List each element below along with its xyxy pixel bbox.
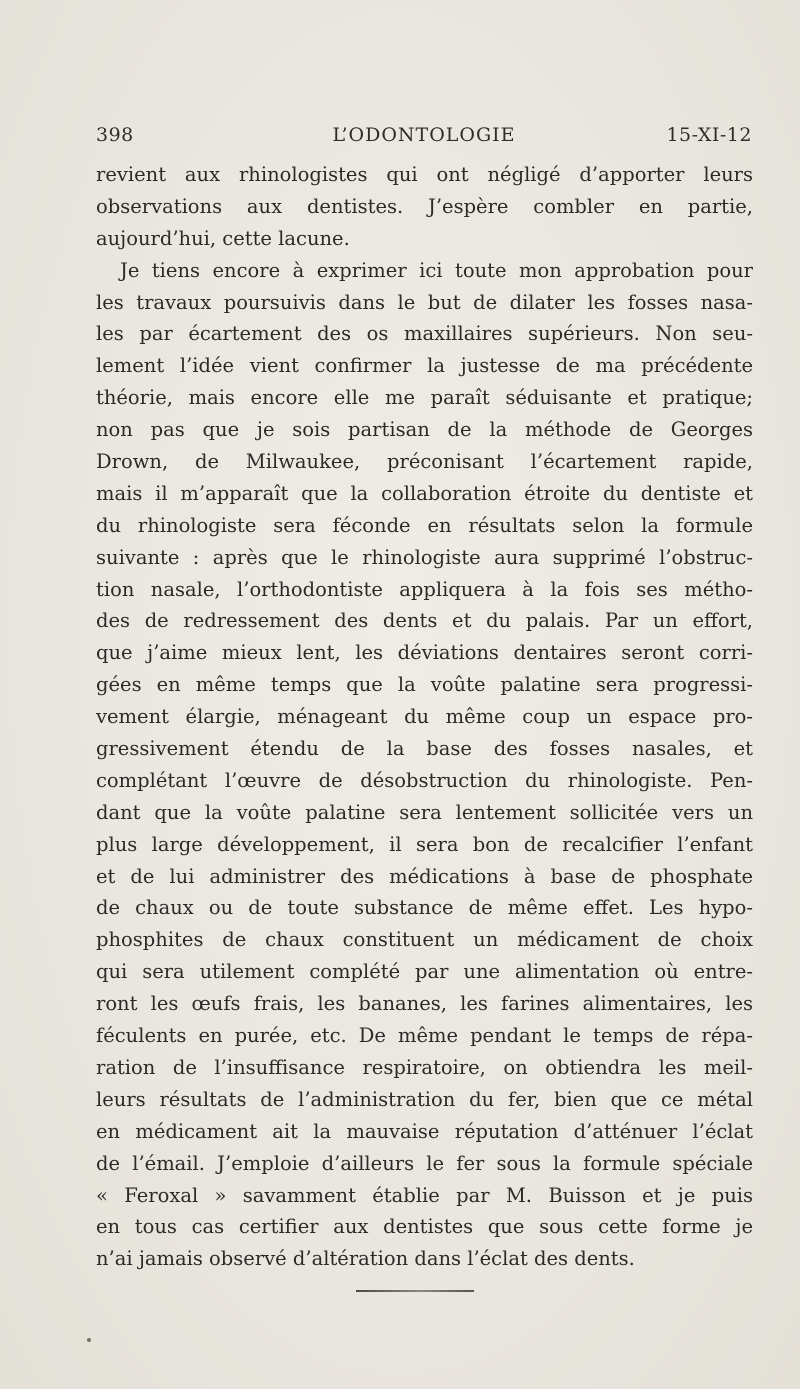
text-line: féculents en purée, etc. De même pendant le temps de répa- [96, 1024, 753, 1048]
text-line: Je tiens encore à exprimer ici toute mon approbation pour [120, 258, 753, 282]
text-line: en tous cas certifier aux dentistes que sous cette forme je [96, 1215, 753, 1239]
text-line: en médicament ait la mauvaise réputation d’atténuer l’éclat [96, 1119, 753, 1143]
text-line: des de redressement des dents et du palais. Par un effort, [96, 609, 753, 633]
text-line: vement élargie, ménageant du même coup un espace pro- [96, 705, 753, 729]
text-line: lement l’idée vient confirmer la justesse de ma précédente [96, 354, 753, 378]
text-line: gées en même temps que la voûte palatine sera progressi- [96, 673, 753, 697]
text-line: et de lui administrer des médications à base de phosphate [96, 864, 753, 888]
text-line: dant que la voûte palatine sera lentement sollicitée vers un [96, 800, 753, 824]
text-line: aujourd’hui, cette lacune. [96, 226, 350, 250]
body-text [96, 159, 753, 1275]
text-line: mais il m’apparaît que la collaboration étroite du dentiste et [96, 481, 753, 505]
text-line: qui sera utilement complété par une alimentation où entre- [96, 960, 753, 984]
text-line: observations aux dentistes. J’espère combler en partie, [96, 194, 753, 218]
text-line: de chaux ou de toute substance de même effet. Les hypo- [96, 896, 753, 920]
text-line: phosphites de chaux constituent un médicament de choix [96, 928, 753, 952]
text-line: plus large développement, il sera bon de recalcifier l’enfant [96, 832, 753, 856]
text-line: ront les œufs frais, les bananes, les farines alimentaires, les [96, 992, 753, 1016]
running-header [96, 124, 752, 152]
section-end-rule [356, 1290, 474, 1292]
text-line: revient aux rhinologistes qui ont négligé d’apporter leurs [96, 163, 753, 186]
text-line: n’ai jamais observé d’altération dans l’éclat des dents. [96, 1247, 635, 1271]
paper-speck [87, 1338, 91, 1342]
text-line: théorie, mais encore elle me paraît séduisante et pratique; [96, 386, 753, 410]
text-line: ration de l’insuffisance respiratoire, on obtiendra les meil- [96, 1055, 753, 1079]
text-line: gressivement étendu de la base des fosses nasales, et [96, 737, 753, 761]
text-line: que j’aime mieux lent, les déviations dentaires seront corri- [96, 641, 753, 665]
text-line: du rhinologiste sera féconde en résultats selon la formule [96, 513, 753, 537]
text-line: les par écartement des os maxillaires supérieurs. Non seu- [96, 322, 753, 346]
text-line: tion nasale, l’orthodontiste appliquera à la fois ses métho- [96, 577, 753, 601]
text-line: « Feroxal » savamment établie par M. Buisson et je puis [96, 1183, 753, 1207]
text-line: complétant l’œuvre de désobstruction du rhinologiste. Pen- [96, 768, 753, 792]
text-line: non pas que je sois partisan de la méthode de Georges [96, 418, 753, 442]
text-line: de l’émail. J’emploie d’ailleurs le fer sous la formule spéciale [96, 1151, 753, 1175]
text-line: suivante : après que le rhinologiste aura supprimé l’obstruc- [96, 545, 753, 569]
text-line: les travaux poursuivis dans le but de dilater les fosses nasa- [96, 290, 753, 314]
issue-date: 15-XI-12 [666, 124, 752, 146]
text-line: leurs résultats de l’administration du fer, bien que ce métal [96, 1087, 753, 1111]
journal-title: L’ODONTOLOGIE [332, 124, 516, 146]
text-line: Drown, de Milwaukee, préconisant l’écartement rapide, [96, 450, 753, 474]
page-number: 398 [96, 124, 134, 146]
